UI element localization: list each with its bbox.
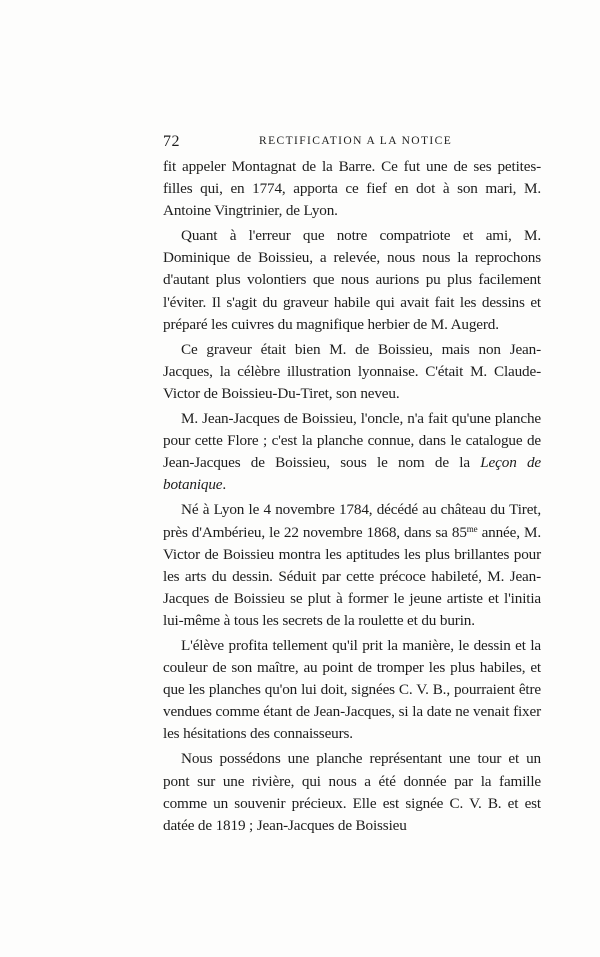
running-head: RECTIFICATION A LA NOTICE bbox=[259, 135, 453, 147]
paragraph-4-text: M. Jean-Jacques de Boissieu, l'oncle, n'a fait qu'une planche pour cette Flore ; c'est la planche connue, dans le catalogue de Jean-Jacques de Boissieu, sous le nom de la bbox=[163, 410, 541, 472]
book-title: Leçon de botanique bbox=[163, 454, 541, 494]
paragraph-4 bbox=[163, 408, 541, 496]
page-header bbox=[163, 133, 541, 151]
paragraph-4-end: . bbox=[222, 476, 227, 494]
paragraph-5 bbox=[163, 499, 541, 632]
paragraph-7: Nous possédons une planche représentant une tour et un pont sur une rivière, qui nous a été donnée par la famille comme un souvenir précieux. Elle est signée C. V. B. et est datée de 1819 ; Jean-Jacques de Boissieu bbox=[163, 750, 541, 834]
paragraph-5-rest: année, M. Victor de Boissieu montra les aptitudes les plus brillantes pour les arts du dessin. Séduit par cette précoce habileté, M. Jean-Jacques de Boissieu se plut à former le jeune artiste et l'initia lui-même à tous les secrets de la roulette et du burin. bbox=[163, 523, 541, 629]
ordinal-superscript: me bbox=[466, 523, 478, 534]
paragraph-3: Ce graveur était bien M. de Boissieu, mais non Jean-Jacques, la célèbre illustration lyonnaise. C'était M. Claude-Victor de Boissieu-Du-Tiret, son neveu. bbox=[163, 340, 541, 402]
paragraph-2: Quant à l'erreur que notre compatriote et ami, M. Dominique de Boissieu, a relevée, nous nous la reprochons d'autant plus volontiers que nous aurions pu plus facilement l'éviter. Il s'agit du graveur habile qui avait fait les dessins et préparé les cuivres du magnifique herbier de M. Augerd. bbox=[163, 227, 541, 333]
page-number: 72 bbox=[163, 133, 180, 150]
body-text bbox=[163, 156, 541, 840]
paragraph-5-text: Né à Lyon le 4 novembre 1784, décédé au château du Tiret, près d'Ambérieu, le 22 novembre 1868, dans sa 85 bbox=[163, 501, 541, 541]
paragraph-1: fit appeler Montagnat de la Barre. Ce fut une de ses petites-filles qui, en 1774, apporta ce fief en dot à son mari, M. Antoine Vingtrinier, de Lyon. bbox=[163, 158, 541, 220]
paragraph-6: L'élève profita tellement qu'il prit la manière, le dessin et la couleur de son maître, au point de tromper les plus habiles, et que les planches qu'on lui doit, signées C. V. B., pourraient être vendues comme étant de Jean-Jacques, si la date ne venait fixer les hésitations des connaisseurs. bbox=[163, 636, 541, 743]
